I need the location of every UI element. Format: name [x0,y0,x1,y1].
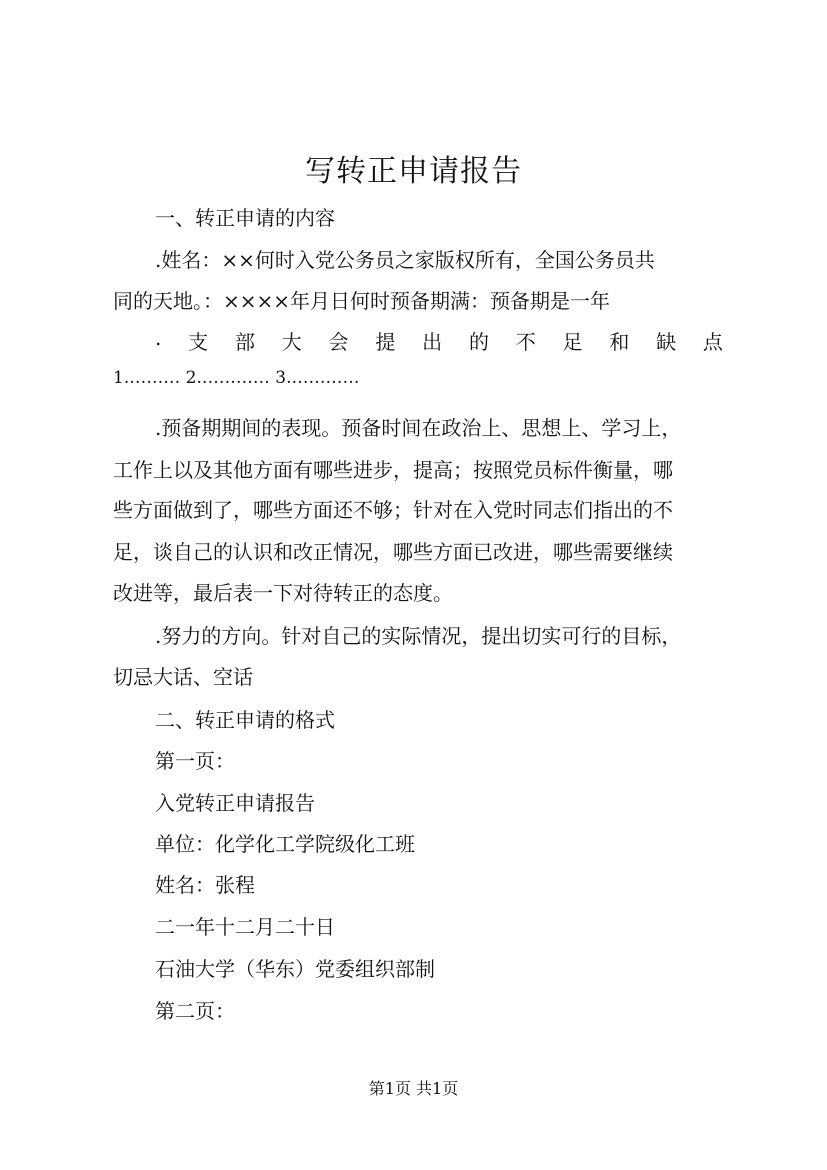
page-footer: 第1页 共1页 [368,1079,459,1098]
spread-char: 的 [468,330,489,354]
spread-char: 部 [234,330,255,354]
spread-char: 支 [188,330,209,354]
paragraph-line: 第二页： [155,999,235,1023]
spread-char: . [155,326,162,350]
spread-line [155,326,723,355]
paragraph-line: 切忌大话、空话 [113,665,253,689]
paragraph-line: 第一页： [155,749,235,773]
section-heading: 一、转正申请的内容 [155,206,335,230]
spread-char: 足 [562,330,583,354]
paragraph-line: 入党转正申请报告 [155,791,315,815]
paragraph-line: 足，谈自己的认识和改正情况，哪些方面已改进，哪些需要继续 [113,540,673,564]
spread-char: 不 [515,330,536,354]
paragraph-line: .姓名：××何时入党公务员之家版权所有，全国公务员共 [155,248,655,272]
paragraph-line: 同的天地。：××××年月日何时预备期满：预备期是一年 [113,289,611,313]
paragraph-line: 工作上以及其他方面有哪些进步，提高；按照党员标件衡量，哪 [113,458,673,482]
paragraph-line: .预备期期间的表现。预备时间在政治上、思想上、学习上， [155,416,682,440]
paragraph-line: .努力的方向。针对自己的实际情况，提出切实可行的目标， [155,624,682,648]
list-line: 1.……… 2.………… 3.………… [113,368,360,388]
paragraph-line: 石油大学（华东）党委组织部制 [155,957,435,981]
spread-char: 大 [281,330,302,354]
spread-char: 提 [375,330,396,354]
paragraph-line: 改进等，最后表一下对待转正的态度。 [113,581,453,605]
paragraph-line: 二一年十二月二十日 [155,915,335,939]
spread-char: 和 [609,330,630,354]
paragraph-line: 些方面做到了，哪些方面还不够；针对在入党时同志们指出的不 [113,498,673,522]
section-heading: 二、转正申请的格式 [155,708,335,732]
spread-char: 出 [422,330,443,354]
paragraph-line: 姓名：张程 [155,873,255,897]
document-title: 写转正申请报告 [305,154,522,189]
spread-char: 会 [328,330,349,354]
spread-char: 点 [702,330,723,354]
paragraph-line: 单位：化学化工学院级化工班 [155,832,415,856]
spread-char: 缺 [656,330,677,354]
